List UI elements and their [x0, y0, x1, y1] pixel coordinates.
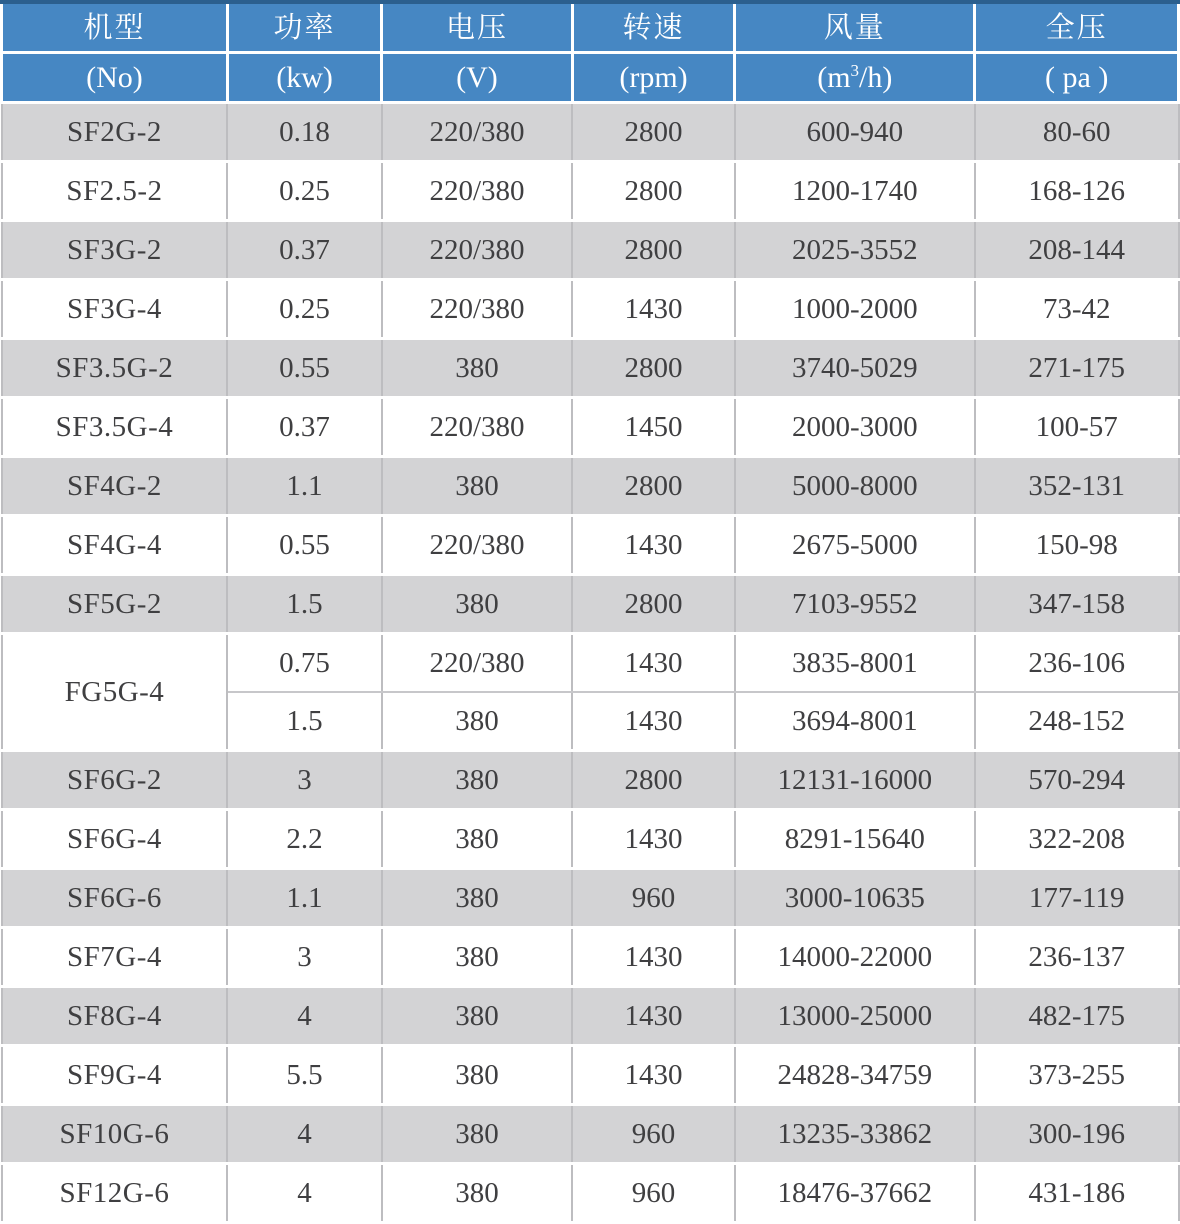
col-header-pressure: 全压: [975, 2, 1179, 53]
airflow-cell: 5000-8000: [735, 457, 975, 516]
speed-cell: 960: [572, 1105, 734, 1164]
airflow-cell: 3000-10635: [735, 869, 975, 928]
model-cell: SF8G-4: [2, 987, 228, 1046]
header-title-row: [2, 2, 1179, 53]
table-row: [2, 1164, 1179, 1223]
airflow-unit-suffix: /h): [859, 60, 893, 94]
speed-cell: 1430: [572, 692, 734, 751]
table-row: [2, 928, 1179, 987]
table-row: [2, 751, 1179, 810]
model-cell: SF12G-6: [2, 1164, 228, 1223]
airflow-cell: 7103-9552: [735, 575, 975, 634]
power-cell: 0.37: [227, 398, 381, 457]
voltage-cell: 380: [382, 692, 573, 751]
col-header-speed: 转速: [572, 2, 734, 53]
speed-cell: 1430: [572, 516, 734, 575]
speed-cell: 1430: [572, 634, 734, 693]
voltage-cell: 220/380: [382, 162, 573, 221]
power-cell: 1.1: [227, 457, 381, 516]
model-cell: SF3G-2: [2, 221, 228, 280]
speed-cell: 1430: [572, 987, 734, 1046]
power-cell: 0.25: [227, 162, 381, 221]
voltage-cell: 380: [382, 869, 573, 928]
col-unit-voltage: (V): [382, 53, 573, 103]
airflow-cell: 3835-8001: [735, 634, 975, 693]
col-header-model: 机型: [2, 2, 228, 53]
model-cell: SF3.5G-2: [2, 339, 228, 398]
speed-cell: 2800: [572, 575, 734, 634]
speed-cell: 1450: [572, 398, 734, 457]
airflow-cell: 2025-3552: [735, 221, 975, 280]
airflow-cell: 24828-34759: [735, 1046, 975, 1105]
table-row: [2, 810, 1179, 869]
power-cell: 4: [227, 1164, 381, 1223]
power-cell: 1.5: [227, 692, 381, 751]
table-row: [2, 575, 1179, 634]
pressure-cell: 570-294: [975, 751, 1179, 810]
table-row: [2, 162, 1179, 221]
pressure-cell: 431-186: [975, 1164, 1179, 1223]
voltage-cell: 380: [382, 928, 573, 987]
speed-cell: 1430: [572, 928, 734, 987]
speed-cell: 2800: [572, 457, 734, 516]
model-cell: SF2.5-2: [2, 162, 228, 221]
model-cell: SF4G-2: [2, 457, 228, 516]
airflow-cell: 18476-37662: [735, 1164, 975, 1223]
power-cell: 0.75: [227, 634, 381, 693]
voltage-cell: 380: [382, 1164, 573, 1223]
table-row: [2, 1046, 1179, 1105]
airflow-cell: 12131-16000: [735, 751, 975, 810]
speed-cell: 960: [572, 869, 734, 928]
pressure-cell: 248-152: [975, 692, 1179, 751]
model-cell: SF7G-4: [2, 928, 228, 987]
pressure-cell: 236-137: [975, 928, 1179, 987]
col-unit-power: (kw): [227, 53, 381, 103]
pressure-cell: 347-158: [975, 575, 1179, 634]
power-cell: 4: [227, 1105, 381, 1164]
voltage-cell: 220/380: [382, 103, 573, 162]
model-cell: SF10G-6: [2, 1105, 228, 1164]
col-header-power: 功率: [227, 2, 381, 53]
voltage-cell: 380: [382, 1105, 573, 1164]
voltage-cell: 380: [382, 339, 573, 398]
table-row: [2, 634, 1179, 693]
speed-cell: 2800: [572, 103, 734, 162]
table-row: [2, 280, 1179, 339]
pressure-cell: 322-208: [975, 810, 1179, 869]
col-header-voltage: 电压: [382, 2, 573, 53]
model-cell: SF4G-4: [2, 516, 228, 575]
pressure-cell: 208-144: [975, 221, 1179, 280]
col-header-airflow: 风量: [735, 2, 975, 53]
table-row: [2, 869, 1179, 928]
pressure-cell: 168-126: [975, 162, 1179, 221]
power-cell: 0.25: [227, 280, 381, 339]
model-cell: SF3G-4: [2, 280, 228, 339]
voltage-cell: 380: [382, 575, 573, 634]
voltage-cell: 220/380: [382, 221, 573, 280]
power-cell: 2.2: [227, 810, 381, 869]
speed-cell: 960: [572, 1164, 734, 1223]
airflow-cell: 1000-2000: [735, 280, 975, 339]
voltage-cell: 220/380: [382, 516, 573, 575]
speed-cell: 2800: [572, 751, 734, 810]
header-unit-row: [2, 53, 1179, 103]
col-unit-speed: (rpm): [572, 53, 734, 103]
power-cell: 1.5: [227, 575, 381, 634]
power-cell: 0.18: [227, 103, 381, 162]
power-cell: 3: [227, 751, 381, 810]
table-row: [2, 987, 1179, 1046]
power-cell: 3: [227, 928, 381, 987]
airflow-unit-superscript: 3: [850, 60, 860, 80]
power-cell: 5.5: [227, 1046, 381, 1105]
table-row: [2, 457, 1179, 516]
pressure-cell: 352-131: [975, 457, 1179, 516]
model-cell: SF9G-4: [2, 1046, 228, 1105]
power-cell: 0.55: [227, 339, 381, 398]
pressure-cell: 100-57: [975, 398, 1179, 457]
power-cell: 1.1: [227, 869, 381, 928]
speed-cell: 2800: [572, 221, 734, 280]
voltage-cell: 220/380: [382, 634, 573, 693]
table-row: [2, 398, 1179, 457]
voltage-cell: 380: [382, 987, 573, 1046]
power-cell: 4: [227, 987, 381, 1046]
pressure-cell: 300-196: [975, 1105, 1179, 1164]
speed-cell: 1430: [572, 810, 734, 869]
voltage-cell: 380: [382, 751, 573, 810]
speed-cell: 1430: [572, 280, 734, 339]
pressure-cell: 80-60: [975, 103, 1179, 162]
pressure-cell: 150-98: [975, 516, 1179, 575]
airflow-cell: 1200-1740: [735, 162, 975, 221]
airflow-cell: 13000-25000: [735, 987, 975, 1046]
col-unit-airflow: [735, 53, 975, 103]
model-cell: SF6G-6: [2, 869, 228, 928]
table-row: [2, 1105, 1179, 1164]
airflow-unit-prefix: (m: [817, 60, 851, 94]
airflow-cell: 3740-5029: [735, 339, 975, 398]
voltage-cell: 380: [382, 457, 573, 516]
power-cell: 0.55: [227, 516, 381, 575]
table-body: [2, 103, 1179, 1223]
pressure-cell: 271-175: [975, 339, 1179, 398]
airflow-cell: 8291-15640: [735, 810, 975, 869]
model-cell: FG5G-4: [2, 634, 228, 751]
table-row: [2, 103, 1179, 162]
table-row: [2, 516, 1179, 575]
model-cell: SF3.5G-4: [2, 398, 228, 457]
speed-cell: 2800: [572, 339, 734, 398]
airflow-cell: 2000-3000: [735, 398, 975, 457]
table-row: [2, 221, 1179, 280]
pressure-cell: 373-255: [975, 1046, 1179, 1105]
voltage-cell: 220/380: [382, 398, 573, 457]
voltage-cell: 380: [382, 1046, 573, 1105]
airflow-cell: 2675-5000: [735, 516, 975, 575]
col-unit-pressure: ( pa ): [975, 53, 1179, 103]
model-cell: SF5G-2: [2, 575, 228, 634]
airflow-cell: 600-940: [735, 103, 975, 162]
pressure-cell: 236-106: [975, 634, 1179, 693]
power-cell: 0.37: [227, 221, 381, 280]
pressure-cell: 482-175: [975, 987, 1179, 1046]
pressure-cell: 177-119: [975, 869, 1179, 928]
table-row: [2, 339, 1179, 398]
airflow-cell: 14000-22000: [735, 928, 975, 987]
voltage-cell: 220/380: [382, 280, 573, 339]
speed-cell: 2800: [572, 162, 734, 221]
voltage-cell: 380: [382, 810, 573, 869]
pressure-cell: 73-42: [975, 280, 1179, 339]
model-cell: SF2G-2: [2, 103, 228, 162]
col-unit-model: (No): [2, 53, 228, 103]
model-cell: SF6G-2: [2, 751, 228, 810]
table-header: [2, 2, 1179, 103]
model-cell: SF6G-4: [2, 810, 228, 869]
airflow-cell: 3694-8001: [735, 692, 975, 751]
airflow-cell: 13235-33862: [735, 1105, 975, 1164]
speed-cell: 1430: [572, 1046, 734, 1105]
